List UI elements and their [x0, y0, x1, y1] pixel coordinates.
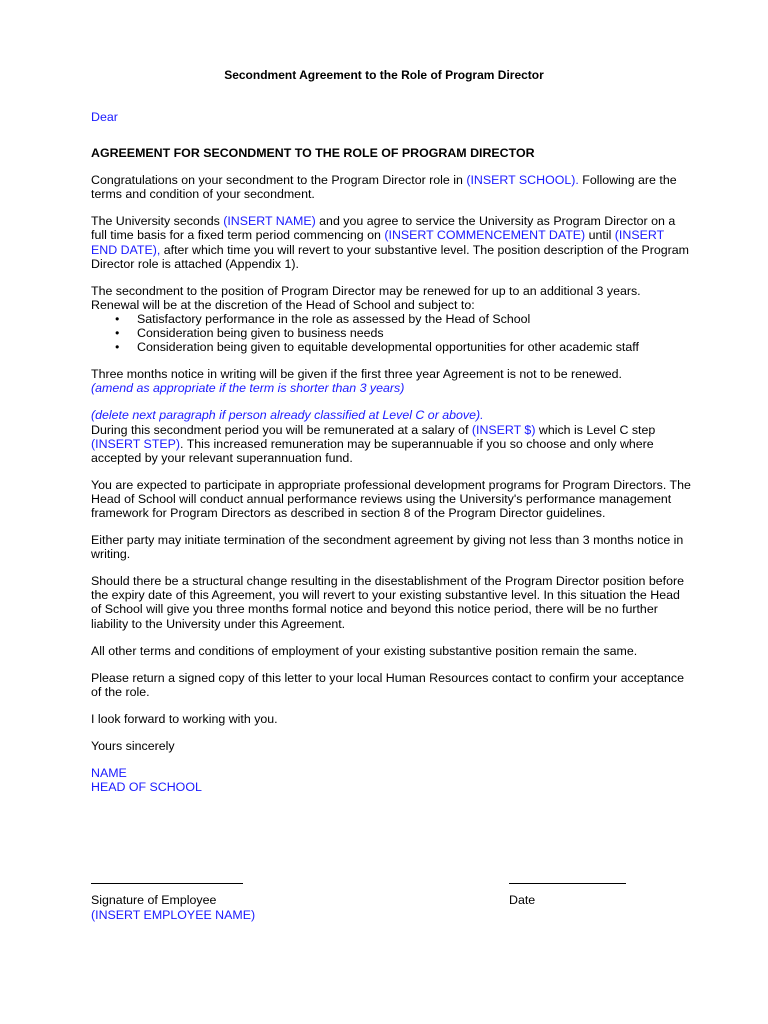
- paragraph-development: You are expected to participate in appropriate professional development programs for Program Directors. The Head of School will conduct annual performance reviews using the University's performance management framework for Program Directors as described in section 8 of the Program Director guidelines.: [91, 477, 691, 520]
- salary-placeholder: (INSERT $): [471, 422, 536, 437]
- document-title: Secondment Agreement to the Role of Program Director: [224, 68, 544, 82]
- signature-label: Signature of Employee: [91, 893, 217, 907]
- paragraph-notice: Three months notice in writing will be given if the first three year Agreement is not to be renewed.: [91, 367, 623, 382]
- list-item: • Satisfactory performance in the role as assessed by the Head of School: [115, 311, 531, 326]
- commencement-date-placeholder: (INSERT COMMENCEMENT DATE): [384, 228, 586, 243]
- date-label: Date: [509, 893, 536, 907]
- signer-title: HEAD OF SCHOOL: [91, 780, 202, 795]
- date-line: [509, 883, 626, 884]
- paragraph-term: The University seconds (INSERT NAME) and you agree to service the University as Program Director on a full time basis for a fixed term period commencing on (INSERT COMMENCEMENT DATE) until (INSERT END DATE), after which time you will revert to your substantive level. The position description of the Program Director role is attached (Appendix 1).: [91, 214, 689, 271]
- step-placeholder: (INSERT STEP): [91, 436, 181, 451]
- paragraph-look-forward: I look forward to working with you.: [91, 711, 278, 726]
- closing: Yours sincerely: [91, 739, 175, 753]
- school-placeholder: (INSERT SCHOOL).: [466, 173, 579, 188]
- list-item: • Consideration being given to business needs: [115, 326, 384, 341]
- paragraph-termination: Either party may initiate termination of the secondment agreement by giving not less than 3 months notice in writing.: [91, 533, 684, 562]
- signer-name: NAME: [91, 766, 127, 781]
- section-heading: AGREEMENT FOR SECONDMENT TO THE ROLE OF PROGRAM DIRECTOR: [91, 146, 535, 161]
- end-date-placeholder: (INSERT END DATE),: [91, 228, 664, 257]
- paragraph-return-copy: Please return a signed copy of this letter to your local Human Resources contact to confirm your acceptance of the role.: [91, 670, 684, 699]
- signature-area: [91, 870, 691, 930]
- paragraph-structural-change: Should there be a structural change resulting in the disestablishment of the Program Director position before the expiry date of this Agreement, you will revert to your existing substantive level. In this situation the Head of School will give you three months formal notice and beyond this notice period, there will be no further liability to the University under this Agreement.: [91, 574, 685, 631]
- employee-signature-line: [91, 883, 243, 884]
- bullet-icon: •: [115, 326, 120, 341]
- salutation: Dear: [91, 110, 118, 124]
- delete-note: (delete next paragraph if person already classified at Level C or above).: [91, 408, 484, 423]
- paragraph-congratulations: Congratulations on your secondment to the Program Director role in (INSERT SCHOOL). Following are the terms and condition of your secondment.: [91, 173, 677, 202]
- name-placeholder: (INSERT NAME): [223, 214, 316, 229]
- renewal-conditions-list: [91, 312, 691, 354]
- paragraph-renewal: The secondment to the position of Program Director may be renewed for up to an additional 3 years. Renewal will be at the discretion of the Head of School and subject to:: [91, 283, 641, 312]
- paragraph-other-terms: All other terms and conditions of employment of your existing substantive position remain the same.: [91, 643, 638, 658]
- document-body: [91, 110, 691, 794]
- paragraph-remuneration: During this secondment period you will be remunerated at a salary of (INSERT $) which is Level C step (INSERT STEP). This increased remuneration may be superannuable if you so choose and only where accepted by your relevant superannuation fund.: [91, 422, 656, 465]
- employee-name-placeholder: (INSERT EMPLOYEE NAME): [91, 908, 256, 922]
- list-item: • Consideration being given to equitable developmental opportunities for other academic staff: [115, 340, 639, 355]
- bullet-icon: •: [115, 311, 120, 326]
- bullet-icon: •: [115, 340, 120, 355]
- amend-note: (amend as appropriate if the term is shorter than 3 years): [91, 381, 405, 396]
